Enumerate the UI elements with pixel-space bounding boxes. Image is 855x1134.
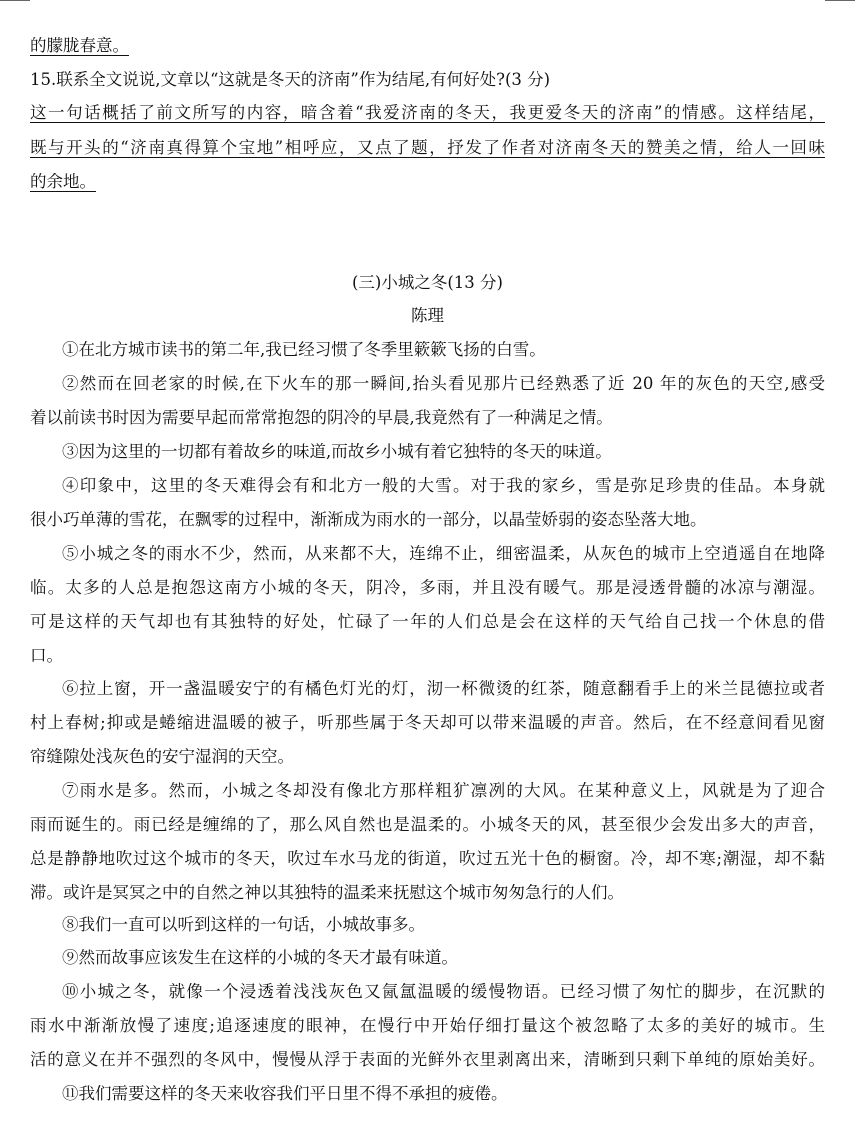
paragraph-line: 临。太多的人总是抱怨这南方小城的冬天，阴冷，多雨，并且没有暖气。那是浸透骨髓的冰凉与潮湿。 [30, 578, 825, 597]
paragraph-line: 雨而诞生的。雨已经是缠绵的了，那么风自然也是温柔的。小城冬天的风，甚至很少会发出多大的声音， [30, 815, 825, 834]
paragraph-line: ⑨然而故事应该发生在这样的小城的冬天才最有味道。 [62, 948, 458, 967]
previous-answer-tail: 的朦胧春意。 [30, 36, 129, 55]
paragraph-line: 可是这样的天气却也有其独特的好处，忙碌了一年的人们总是会在这样的天气给自己找一个休息的借 [30, 612, 825, 631]
paragraph-line: ⑧我们一直可以听到这样的一句话，小城故事多。 [62, 915, 425, 934]
paragraph-line: ⑤小城之冬的雨水不少，然而，从来都不大，连绵不止，细密温柔，从灰色的城市上空逍遥自在地降 [62, 544, 825, 563]
paragraph-line: ⑩小城之冬，就像一个浸透着浅浅灰色又氤氲温暖的缓慢物语。已经习惯了匆忙的脚步，在沉默的 [62, 982, 825, 1001]
paragraph-line: 很小巧单薄的雪花，在飘零的过程中，渐渐成为雨水的一部分，以晶莹娇弱的姿态坠落大地。 [30, 510, 707, 529]
article-author: 陈理 [411, 306, 444, 325]
paragraph-line: ①在北方城市读书的第二年,我已经习惯了冬季里簌簌飞扬的白雪。 [62, 340, 546, 359]
paragraph-line: 总是静静地吹过这个城市的冬天，吹过车水马龙的街道，吹过五光十色的橱窗。冷，却不寒;潮湿，却不黏 [30, 849, 825, 868]
question-15-prompt: 15.联系全文说说,文章以“这就是冬天的济南”作为结尾,有何好处?(3 分) [30, 70, 551, 89]
paragraph-line: 着以前读书时因为需要早起而常常抱怨的阴冷的早晨,我竟然有了一种满足之情。 [30, 408, 613, 427]
paragraph-line: ③因为这里的一切都有着故乡的味道,而故乡小城有着它独特的冬天的味道。 [62, 442, 612, 461]
paragraph-line: 帘缝隙处浅灰色的安宁湿润的天空。 [30, 747, 294, 766]
page-corner-mark-left [0, 0, 30, 1]
paragraph-line: 活的意义在并不强烈的冬风中，慢慢从浮于表面的光鲜外衣里剥离出来，清晰到只剩下单纯的原始美好。 [30, 1050, 825, 1069]
paragraph-line: 雨水中渐渐放慢了速度;追逐速度的眼神，在慢行中开始仔细打量这个被忽略了太多的美好的城市。生 [30, 1016, 825, 1035]
paragraph-line: ⑥拉上窗，开一盏温暖安宁的有橘色灯光的灯，沏一杯微烫的红茶，随意翻看手上的米兰昆德拉或者 [62, 679, 825, 698]
paragraph-line: 滞。或许是冥冥之中的自然之神以其独特的温柔来抚慰这个城市匆匆急行的人们。 [30, 883, 624, 902]
section-title: (三)小城之冬(13 分) [352, 273, 503, 292]
paragraph-line: ⑦雨水是多。然而，小城之冬却没有像北方那样粗犷凛冽的大风。在某种意义上，风就是为了迎合 [62, 781, 825, 800]
page-corner-mark-right [825, 0, 855, 1]
paragraph-line: ②然而在回老家的时候,在下火车的那一瞬间,抬头看见那片已经熟悉了近 20 年的灰色的天空,感受 [62, 374, 825, 393]
question-15-answer-line: 这一句话概括了前文所写的内容，暗含着“我爱济南的冬天，我更爱冬天的济南”的情感。这样结尾， [30, 103, 825, 122]
paragraph-line: ⑪我们需要这样的冬天来收容我们平日里不得不承担的疲倦。 [62, 1084, 508, 1103]
paragraph-line: 村上春树;抑或是蜷缩进温暖的被子，听那些属于冬天却可以带来温暖的声音。然后，在不经意间看见窗 [30, 713, 825, 732]
question-15-answer-line: 既与开头的“济南真得算个宝地”相呼应，又点了题，抒发了作者对济南冬天的赞美之情，给人一回味 [30, 138, 825, 157]
paragraph-line: ④印象中，这里的冬天难得会有和北方一般的大雪。对于我的家乡，雪是弥足珍贵的佳品。本身就 [62, 476, 825, 495]
paragraph-line: 口。 [30, 646, 63, 665]
question-15-answer-line: 的余地。 [30, 172, 96, 191]
